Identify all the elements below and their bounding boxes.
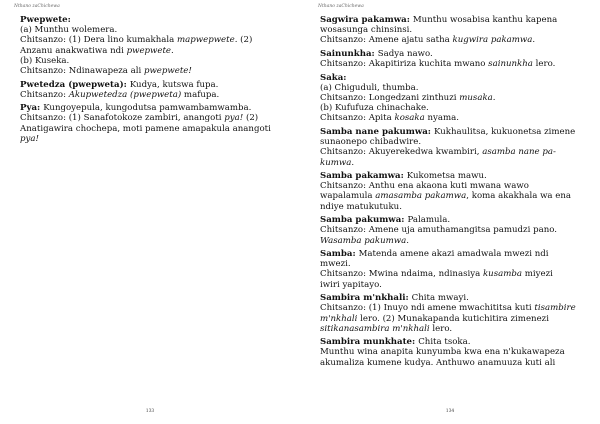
entry-line xyxy=(320,147,585,157)
entry-line xyxy=(320,215,585,225)
entry-text: Chitsanzo: (1) Sanafotokoze zambiri, anangoti xyxy=(20,113,225,124)
example-term: m'nkhali xyxy=(320,313,358,324)
entry-text: miyezi xyxy=(522,269,553,280)
headword: Sambira munkhate: xyxy=(320,337,419,348)
dictionary-entry xyxy=(320,215,585,246)
page-number: 133 xyxy=(145,409,155,414)
entry-text: (b) Kuseka. xyxy=(20,55,70,66)
entry-text: (b) Kufufuza chinachake. xyxy=(320,103,429,114)
entry-line xyxy=(320,303,585,313)
entry-text: Chitsanzo: Apita xyxy=(320,113,395,124)
entry-line xyxy=(320,347,585,357)
entry-line xyxy=(320,337,585,347)
example-term: pwepwete! xyxy=(143,66,192,77)
running-header: Nthano zaChichewa xyxy=(14,4,60,9)
entry-text: . (2) xyxy=(234,35,253,46)
headword: Sambira m'nkhali: xyxy=(320,293,412,304)
entry-line xyxy=(320,137,585,147)
entry-text: Munthu wina anapita kunyumba kwa ena n'kukawapeza xyxy=(320,347,565,358)
entry-line xyxy=(320,191,585,201)
headword: Pya: xyxy=(20,103,44,114)
example-term: amasamba pakamwa xyxy=(375,191,467,202)
entry-text: (a) Chiguduli, thumba. xyxy=(320,82,419,93)
entry-line xyxy=(320,269,585,279)
example-term: pya! xyxy=(224,113,244,124)
entry-line xyxy=(320,158,585,168)
entry-line xyxy=(320,314,585,324)
entry-text: Chitsanzo: (1) Dera lino kumakhala xyxy=(20,35,177,46)
entry-line xyxy=(320,259,585,269)
entry-line xyxy=(20,56,282,66)
entry-line xyxy=(320,93,585,103)
entry-text: sunaonepo chibadwire. xyxy=(320,137,422,148)
entry-line xyxy=(20,113,282,123)
entry-line xyxy=(320,358,585,368)
example-term: Akupwetedza (pwepweta) xyxy=(68,89,182,100)
entry-text: Sadya nawo. xyxy=(377,48,433,59)
entry-line xyxy=(320,103,585,113)
headword: Samba nane pakumwa: xyxy=(320,126,434,137)
example-term: kusamba xyxy=(482,269,523,280)
entry-text: Kungoyepula, kungodutsa pamwambamwamba. xyxy=(43,103,252,114)
left-page-content xyxy=(20,15,282,147)
entry-text: Kukhaulitsa, kukuonetsa zimene xyxy=(433,126,576,137)
entry-text: Matenda amene akazi amadwala mwezi ndi xyxy=(358,249,549,260)
dictionary-entry xyxy=(20,80,282,100)
example-term: sainunkha xyxy=(488,59,533,70)
right-page-content xyxy=(320,15,585,371)
entry-line xyxy=(20,35,282,45)
entry-line xyxy=(20,66,282,76)
entry-text: Munthu wosabisa kanthu kapena xyxy=(412,15,558,25)
entry-line xyxy=(20,80,282,90)
headword: Samba: xyxy=(320,249,359,260)
entry-line xyxy=(320,293,585,303)
entry-line xyxy=(320,249,585,259)
entry-line xyxy=(320,49,585,59)
dictionary-entry xyxy=(320,127,585,168)
entry-text: lero. xyxy=(532,59,556,70)
entry-text: ndiye matukutuku. xyxy=(320,201,402,212)
dictionary-entry xyxy=(320,49,585,69)
entry-line xyxy=(320,15,585,25)
entry-text: wosasunga chinsinsi. xyxy=(320,25,413,36)
entry-text: . xyxy=(171,45,174,56)
entry-text: lero. xyxy=(429,323,453,334)
headword: Pwepwete: xyxy=(20,15,71,25)
example-term: asamba nane pa- xyxy=(482,147,556,158)
entry-line xyxy=(320,25,585,35)
entry-line xyxy=(20,90,282,100)
entry-text: iwiri yapitayo. xyxy=(320,279,382,290)
entry-line xyxy=(320,225,585,235)
running-header: Nthano zaChichewa xyxy=(318,4,364,9)
entry-text: mwezi. xyxy=(320,259,351,270)
headword: Sainunkha: xyxy=(320,48,378,59)
dictionary-entry xyxy=(320,249,585,290)
entry-text: Chita tsoka. xyxy=(418,337,471,348)
entry-text: Chita mwayi. xyxy=(411,293,469,304)
dictionary-entry xyxy=(320,171,585,212)
entry-line xyxy=(20,134,282,144)
entry-line xyxy=(320,83,585,93)
entry-text: Kudya, kutswa fupa. xyxy=(129,79,219,90)
entry-text: Chitsanzo: (1) Inuyo ndi amene mwachititsa kuti xyxy=(320,303,535,314)
headword: Samba pakamwa: xyxy=(320,171,407,182)
entry-text: lero. (2) Munakapanda kutichitira zimenezi xyxy=(357,313,549,324)
entry-line xyxy=(320,127,585,137)
example-term: tisambire xyxy=(534,303,576,314)
page-number: 134 xyxy=(445,409,455,414)
headword: Saka: xyxy=(320,72,347,83)
example-term: sitikanasambira m'nkhali xyxy=(320,323,430,334)
entry-text: mafupa. xyxy=(181,89,220,100)
entry-text: Palamula. xyxy=(407,215,451,226)
example-term: kumwa xyxy=(320,157,352,168)
entry-text: Kukometsa mawu. xyxy=(406,171,487,182)
headword: Samba pakumwa: xyxy=(320,215,408,226)
example-term: pya! xyxy=(20,133,39,144)
entry-line xyxy=(20,46,282,56)
example-term: musaka xyxy=(459,93,493,104)
entry-line xyxy=(20,15,282,25)
entry-line xyxy=(320,181,585,191)
entry-line xyxy=(20,25,282,35)
entry-text: Chitsanzo: Akuyerekedwa kwambiri, xyxy=(320,147,483,158)
dictionary-entry xyxy=(320,15,585,46)
entry-text: wapalamula xyxy=(320,191,376,202)
entry-text: nyama. xyxy=(424,113,459,124)
example-term: Wasamba pakumwa xyxy=(320,235,407,246)
entry-text: (2) xyxy=(243,113,259,124)
entry-line xyxy=(320,35,585,45)
entry-text: Chitsanzo: Amene uja amuthamangitsa pamudzi pano. xyxy=(320,225,557,236)
entry-line xyxy=(320,171,585,181)
entry-text: Chitsanzo: Amene ajatu satha xyxy=(320,35,453,46)
dictionary-entry xyxy=(320,337,585,368)
entry-line xyxy=(320,113,585,123)
entry-text: Chitsanzo: xyxy=(20,89,69,100)
right-page xyxy=(300,0,600,424)
entry-text: . xyxy=(492,93,496,104)
example-term: kugwira pakamwa xyxy=(452,35,533,46)
entry-line xyxy=(320,73,585,83)
entry-text: (a) Munthu wolemera. xyxy=(20,25,118,36)
headword: Pwetedza (pwepweta): xyxy=(20,79,130,90)
entry-text: Chitsanzo: Mwina ndaima, ndinasiya xyxy=(320,269,483,280)
dictionary-entry xyxy=(20,103,282,144)
entry-line xyxy=(20,103,282,113)
entry-text: . xyxy=(406,235,409,246)
entry-text: Anzanu anakwatiwa ndi xyxy=(20,45,127,56)
entry-line xyxy=(320,59,585,69)
entry-text: Chitsanzo: Akapitiriza kuchita mwano xyxy=(320,59,489,70)
dictionary-entry xyxy=(20,15,282,76)
entry-line xyxy=(320,280,585,290)
entry-line xyxy=(320,324,585,334)
entry-line xyxy=(20,124,282,134)
entry-line xyxy=(320,236,585,246)
entry-text: . xyxy=(532,35,536,46)
example-term: pwepwete xyxy=(126,45,172,56)
entry-text: , koma akakhala wa ena xyxy=(466,191,572,202)
entry-text: . xyxy=(351,157,355,168)
example-term: kosaka xyxy=(394,113,425,124)
entry-text: Chitsanzo: Anthu ena akaona kuti mwana wawo xyxy=(320,181,529,192)
entry-line xyxy=(320,202,585,212)
entry-text: Chitsanzo: Ndinawapeza ali xyxy=(20,66,144,77)
dictionary-entry xyxy=(320,293,585,334)
headword: Sagwira pakamwa: xyxy=(320,15,413,25)
entry-text: Anatigawira chochepa, moti pamene amapakula anangoti xyxy=(20,123,271,134)
entry-text: Chitsanzo: Longedzani zinthuzi xyxy=(320,93,460,104)
example-term: mapwepwete xyxy=(176,35,235,46)
entry-text: akumaliza kumene kudya. Anthuwo anamuuza kuti ali xyxy=(320,357,556,368)
dictionary-entry xyxy=(320,73,585,124)
